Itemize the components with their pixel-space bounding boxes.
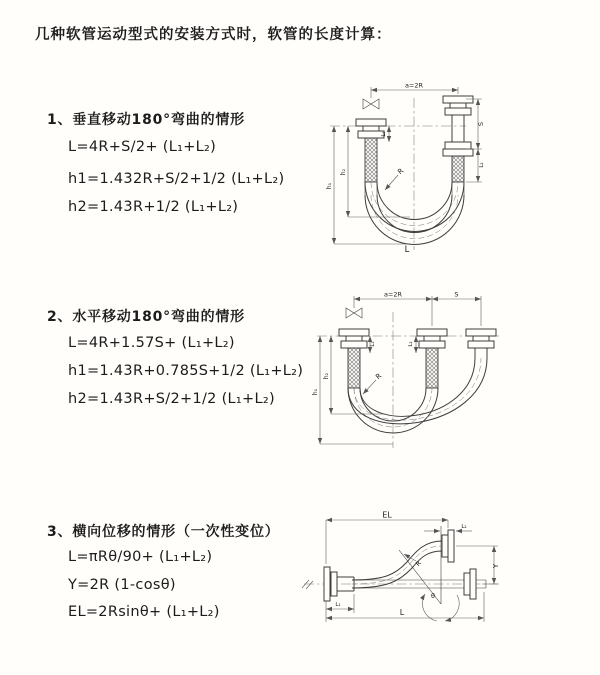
dimension-s — [432, 291, 481, 300]
section-1-formula-h2: h2=1.43R+1/2 (L₁+L₂) — [68, 199, 239, 215]
dimension-l1 — [381, 126, 389, 142]
section-2-heading: 2、水平移动180°弯曲的情形 — [47, 309, 245, 325]
dimension-l — [326, 592, 484, 622]
right-fitting — [443, 96, 473, 182]
left-fitting — [339, 329, 369, 388]
hose-s-curve — [352, 541, 442, 588]
section-1-formula-h1: h1=1.432R+S/2+1/2 (L₁+L₂) — [68, 171, 285, 187]
section-2-formula-L: L=4R+1.57S+ (L₁+L₂) — [68, 335, 235, 351]
dimension-l1 — [370, 336, 376, 353]
dim-label-h2: h₂ — [340, 168, 347, 176]
radius-callout — [385, 167, 405, 190]
dim-label-el: EL — [382, 510, 392, 520]
radius-label: R — [374, 371, 384, 382]
dimension-a-2r — [354, 291, 481, 327]
section-3-heading: 3、横向位移的情形（一次性变位） — [47, 524, 280, 540]
valve-icon — [346, 308, 362, 318]
dim-label-h2: h₂ — [323, 372, 330, 380]
displaced-flange — [442, 530, 454, 562]
section-3-formula-Y: Y=2R (1-cosθ) — [68, 577, 176, 593]
dim-label-l1: L₁ — [370, 341, 376, 347]
hose-u-bend — [348, 358, 487, 433]
valve-icon — [363, 99, 379, 109]
dimension-l2 — [478, 149, 485, 182]
dim-label-l1: L₁ — [335, 602, 341, 608]
section-1-heading: 1、垂直移动180°弯曲的情形 — [47, 112, 245, 128]
left-fitting — [356, 119, 386, 182]
right-fitting-moved — [466, 329, 496, 358]
dimension-y — [456, 546, 500, 584]
dimension-el — [326, 511, 448, 565]
length-label: L — [404, 245, 410, 255]
page-title: 几种软管运动型式的安装方式时，软管的长度计算： — [35, 27, 392, 43]
dim-label-s: S — [477, 121, 485, 127]
radius-callout — [363, 372, 383, 394]
dim-label-a2r: a=2R — [404, 81, 424, 90]
angle-theta-label: θ — [431, 592, 435, 600]
diagram-lateral-displacement — [296, 506, 511, 648]
dim-label-l1: L₁ — [381, 131, 387, 137]
dim-label-h1: h₁ — [312, 388, 319, 396]
dim-label-l2: L₂ — [408, 341, 414, 347]
dimension-l2 — [408, 336, 416, 353]
dim-label-y: Y — [492, 563, 500, 569]
dim-label-h1: h₁ — [326, 182, 333, 190]
middle-fitting — [417, 329, 447, 388]
diagram-horizontal-180-bend — [312, 286, 507, 456]
radius-label: R — [414, 559, 424, 569]
hose-u-bend — [365, 182, 464, 245]
dim-label-l2: L₂ — [479, 162, 485, 168]
section-2-formula-h2: h2=1.43R+S/2+1/2 (L₁+L₂) — [68, 391, 275, 407]
dim-label-l: L — [399, 608, 405, 617]
section-1-formula-L: L=4R+S/2+ (L₁+L₂) — [68, 139, 217, 155]
dim-label-s: S — [454, 290, 459, 299]
centerlines — [330, 98, 466, 250]
radius-label: R — [396, 166, 406, 177]
dim-label-a2r: a=2R — [383, 290, 403, 299]
dim-label-l2: L₂ — [461, 524, 467, 530]
diagram-vertical-180-bend — [314, 74, 499, 254]
section-2-formula-h1: h1=1.43R+0.785S+1/2 (L₁+L₂) — [68, 363, 304, 379]
section-3-formula-EL: EL=2Rsinθ+ (L₁+L₂) — [68, 604, 220, 620]
section-3-formula-L: L=πRθ/90+ (L₁+L₂) — [68, 549, 213, 565]
